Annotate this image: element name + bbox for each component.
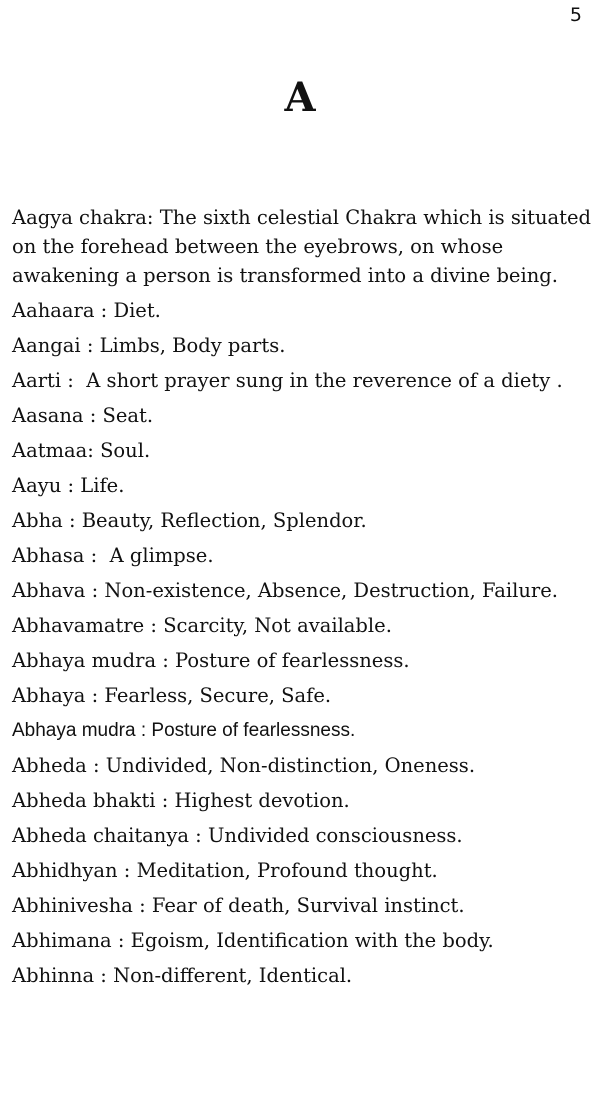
entry-separator: : <box>117 859 137 882</box>
entry-term: Abha <box>12 509 63 532</box>
entry-definition: Scarcity, Not available. <box>163 614 392 637</box>
entry-term: Abhavamatre <box>12 614 145 637</box>
entry-term: Aahaara <box>12 299 95 322</box>
entry-term: Aarti <box>12 369 62 392</box>
entry-definition: Undivided consciousness. <box>207 824 463 847</box>
glossary-entry <box>12 891 592 920</box>
entry-definition: Undivided, Non-distinction, Oneness. <box>105 754 476 777</box>
entry-definition: The sixth celestial Chakra which is situated on the forehead between the eyebrows, on whose awakening a person is transformed into a divine being. <box>12 206 592 287</box>
glossary-entry <box>12 681 592 710</box>
page-number: 5 <box>569 4 582 26</box>
glossary-entry <box>12 646 592 675</box>
entry-definition: A glimpse. <box>109 544 214 567</box>
entry-definition: Egoism, Identification with the body. <box>130 929 494 952</box>
entry-definition: Limbs, Body parts. <box>99 334 286 357</box>
entry-separator: : <box>87 439 101 462</box>
entry-term: Abheda <box>12 754 87 777</box>
entry-definition: Highest devotion. <box>174 789 350 812</box>
entry-separator: : <box>111 929 131 952</box>
glossary-entry <box>12 821 592 850</box>
glossary-entry <box>12 926 592 955</box>
entry-separator: : <box>188 824 208 847</box>
entry-term: Abhava <box>12 579 86 602</box>
entry-term: Abhaya mudra <box>12 649 157 672</box>
entry-separator: : <box>132 894 152 917</box>
entry-term: Aagya chakra <box>12 206 147 229</box>
entry-term: Aasana <box>12 404 84 427</box>
glossary-entry <box>12 786 592 815</box>
entry-separator: : <box>62 509 82 532</box>
entry-definition: Posture of fearlessness. <box>175 649 410 672</box>
entry-separator: : <box>80 334 100 357</box>
glossary-entry <box>12 856 592 885</box>
entry-separator: : <box>156 649 176 672</box>
glossary-entry <box>12 506 592 535</box>
entry-term: Abheda bhakti <box>12 789 156 812</box>
entry-separator: : <box>85 684 105 707</box>
entry-term: Abhinna <box>12 964 95 987</box>
glossary-entry <box>12 751 592 780</box>
entry-separator: : <box>146 206 160 229</box>
entry-separator: : <box>86 754 106 777</box>
entry-term: Abhimana <box>12 929 112 952</box>
entry-definition: Posture of fearlessness. <box>151 720 356 741</box>
entry-definition: Non-existence, Absence, Destruction, Failure. <box>104 579 558 602</box>
entry-term: Abhaya <box>12 684 86 707</box>
entry-separator: : <box>61 369 87 392</box>
glossary-entry <box>12 961 592 990</box>
entry-definition: Fear of death, Survival instinct. <box>151 894 465 917</box>
entry-separator: : <box>94 299 114 322</box>
entry-separator: : <box>85 579 105 602</box>
entry-definition: Fearless, Secure, Safe. <box>104 684 332 707</box>
glossary-entry <box>12 716 592 745</box>
glossary-entry <box>12 471 592 500</box>
glossary-entry <box>12 296 592 325</box>
entry-separator: : <box>135 720 152 741</box>
entry-separator: : <box>155 789 175 812</box>
entry-separator: : <box>144 614 164 637</box>
entry-definition: Soul. <box>100 439 151 462</box>
entry-term: Abheda chaitanya <box>12 824 189 847</box>
entry-definition: Non-different, Identical. <box>113 964 353 987</box>
glossary-entry <box>12 611 592 640</box>
glossary-entry <box>12 366 592 395</box>
entry-term: Abhidhyan <box>12 859 118 882</box>
entry-term: Aatmaa <box>12 439 88 462</box>
glossary-entry <box>12 436 592 465</box>
entry-separator: : <box>83 404 103 427</box>
glossary-entry <box>12 331 592 360</box>
entry-term: Abhaya mudra <box>12 720 136 741</box>
entry-definition: Life. <box>80 474 125 497</box>
entry-term: Aangai <box>12 334 81 357</box>
glossary-entry <box>12 203 592 290</box>
entry-definition: Meditation, Profound thought. <box>136 859 438 882</box>
entry-term: Abhasa <box>12 544 85 567</box>
entry-definition: A short prayer sung in the reverence of a diety . <box>86 369 563 392</box>
glossary-entry <box>12 576 592 605</box>
entry-definition: Seat. <box>102 404 154 427</box>
glossary-entry <box>12 541 592 570</box>
entry-term: Aayu <box>12 474 62 497</box>
entry-term: Abhinivesha <box>12 894 133 917</box>
entry-definition: Beauty, Reflection, Splendor. <box>81 509 367 532</box>
glossary-list <box>12 203 592 996</box>
entry-separator: : <box>94 964 114 987</box>
entry-definition: Diet. <box>113 299 161 322</box>
section-heading: A <box>284 74 316 121</box>
entry-separator: : <box>84 544 110 567</box>
entry-separator: : <box>61 474 81 497</box>
glossary-entry <box>12 401 592 430</box>
